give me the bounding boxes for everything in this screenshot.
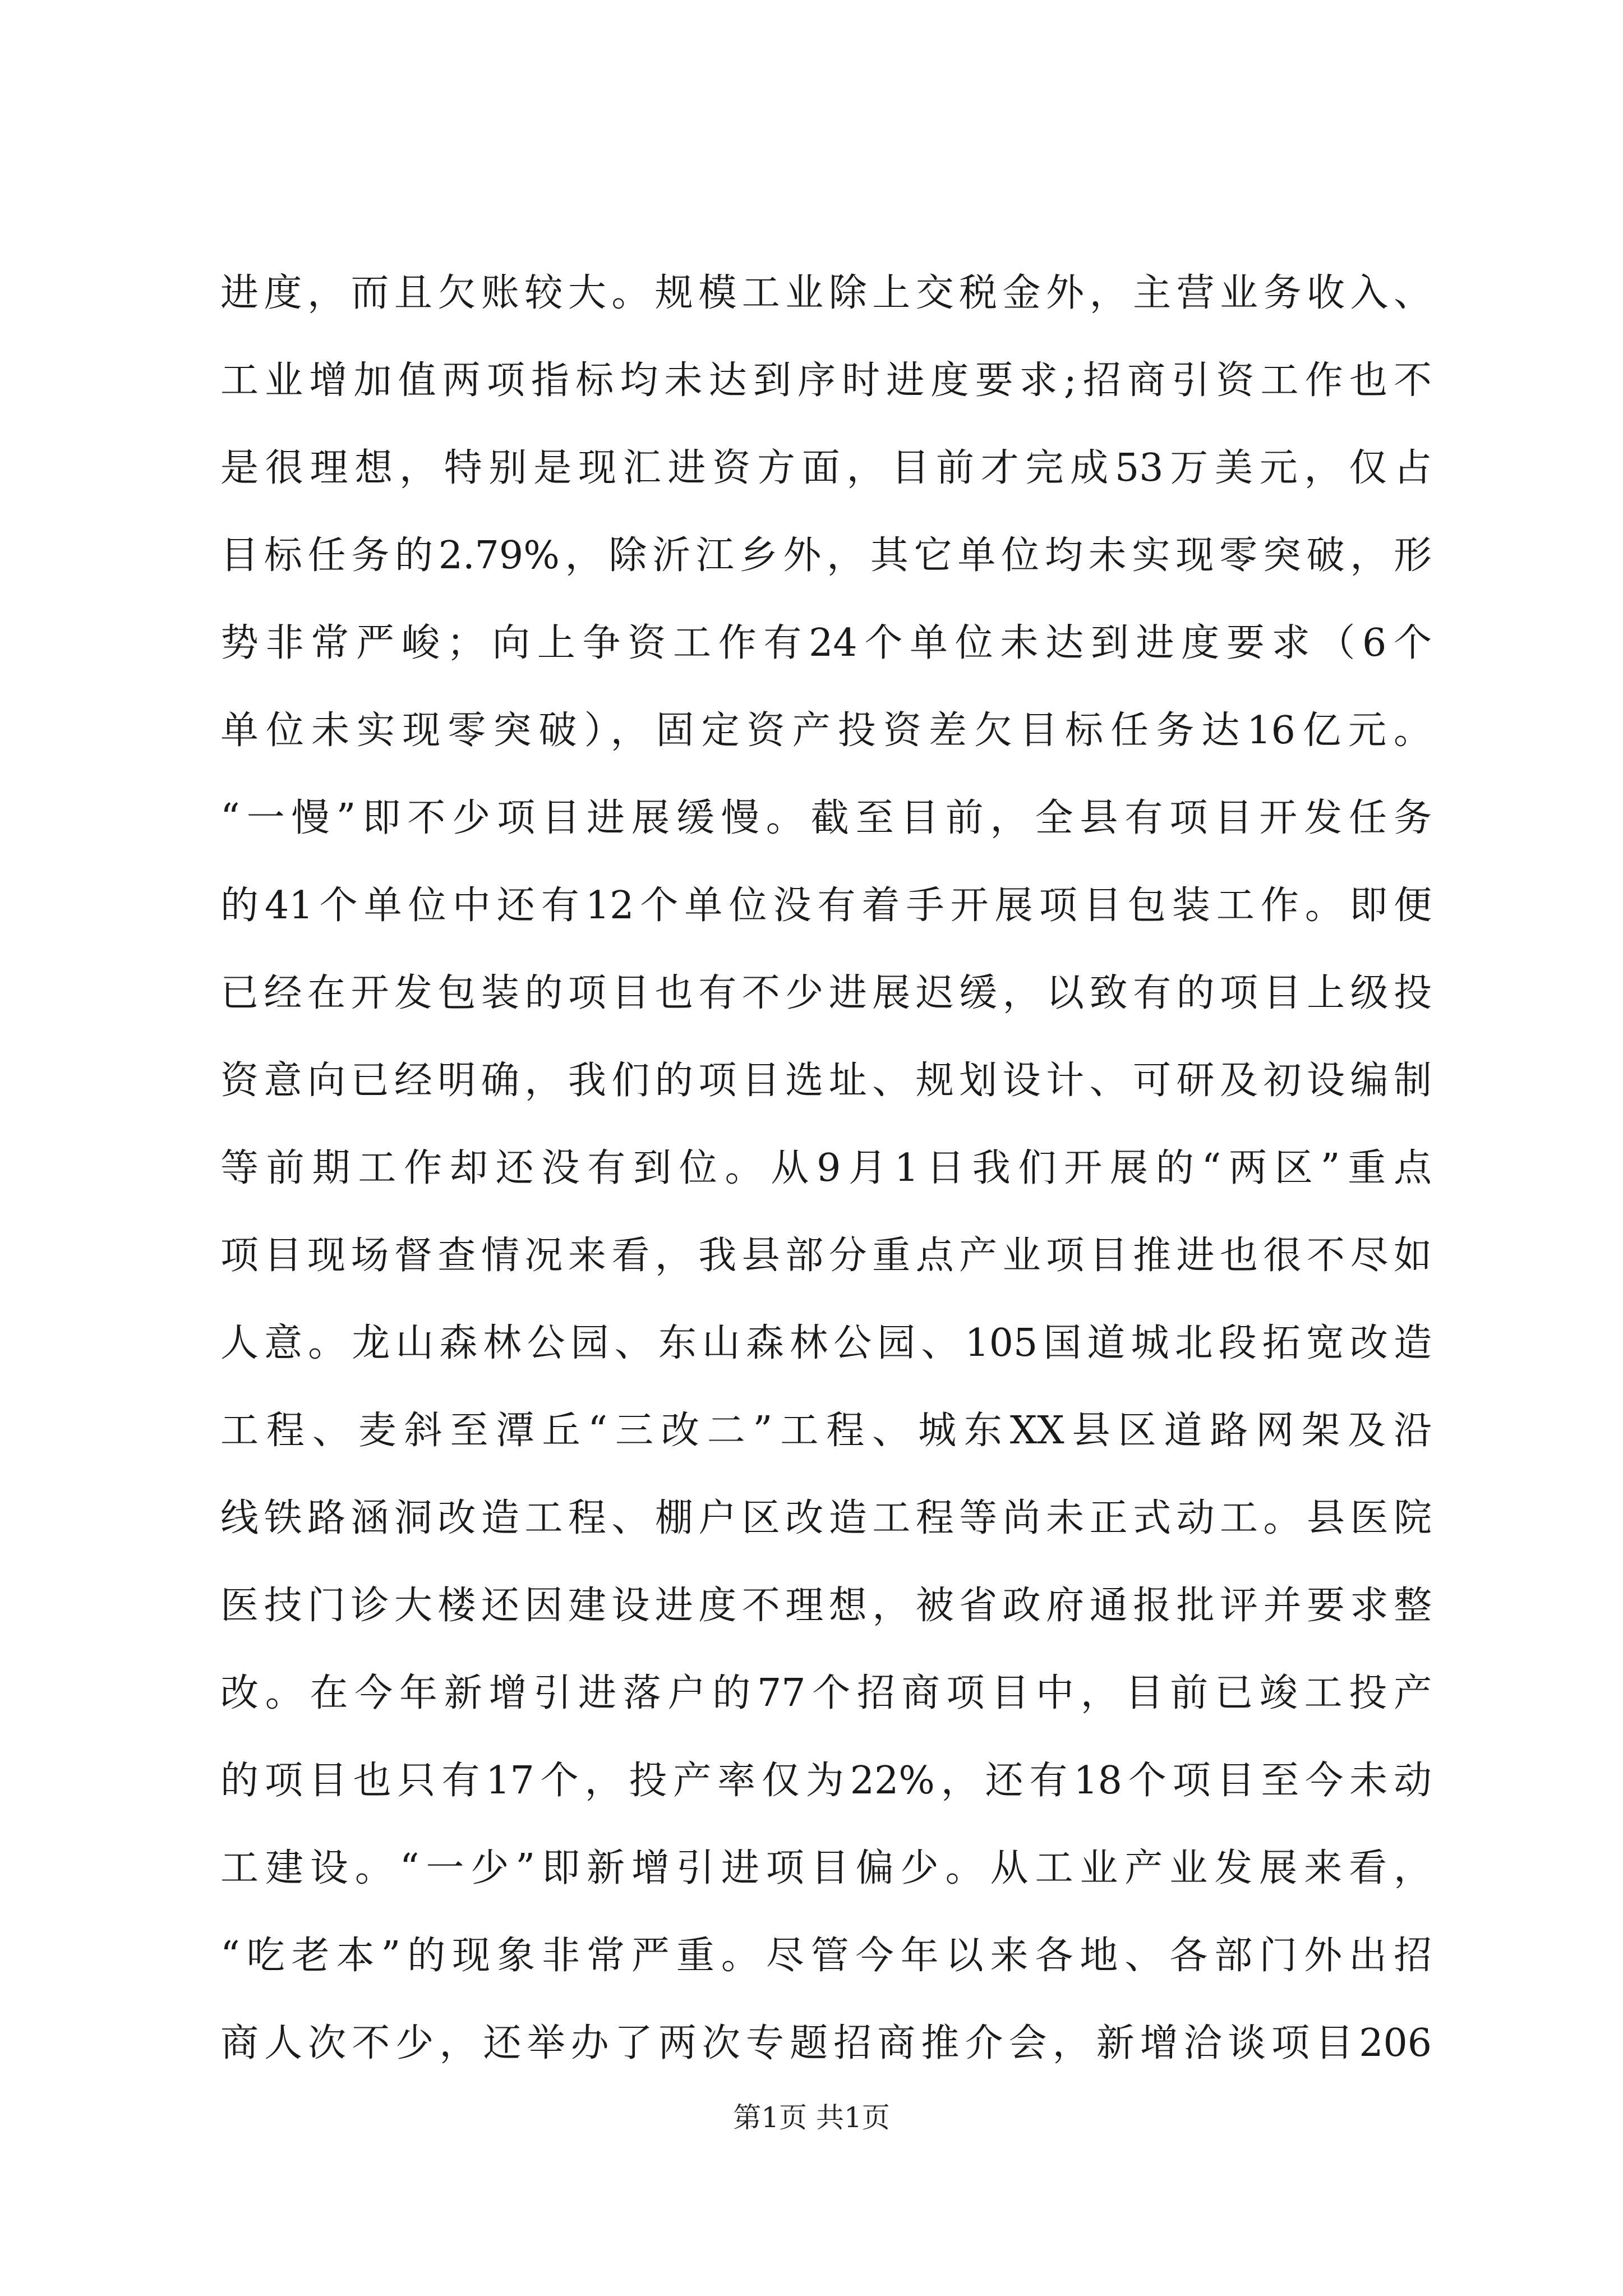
text-line: 势非常严峻；向上争资工作有24个单位未达到进度要求（6个 xyxy=(220,621,1432,665)
text-line: 目标任务的2.79%，除沂江乡外，其它单位均未实现零突破，形 xyxy=(220,533,1432,578)
page-number-label: 第1页 共1页 xyxy=(733,2101,890,2134)
text-line: 工程、麦斜至潭丘“三改二”工程、城东XX县区道路网架及沿 xyxy=(220,1409,1432,1453)
text-line: 已经在开发包装的项目也有不少进展迟缓，以致有的项目上级投 xyxy=(220,971,1432,1015)
text-line: 等前期工作却还没有到位。从9月1日我们开展的“两区”重点 xyxy=(220,1146,1432,1190)
text-line: 人意。龙山森林公园、东山森林公园、105国道城北段拓宽改造 xyxy=(220,1321,1432,1365)
text-line: 医技门诊大楼还因建设进度不理想，被省政府通报批评并要求整 xyxy=(220,1584,1432,1628)
text-line: 单位未实现零突破），固定资产投资差欠目标任务达16亿元。 xyxy=(220,708,1432,753)
text-line: 工建设。“一少”即新增引进项目偏少。从工业产业发展来看， xyxy=(220,1846,1432,1890)
text-line: 工业增加值两项指标均未达到序时进度要求;招商引资工作也不 xyxy=(220,358,1432,403)
text-line: 线铁路涵洞改造工程、棚户区改造工程等尚未正式动工。县医院 xyxy=(220,1496,1432,1540)
text-line: 改。在今年新增引进落户的77个招商项目中，目前已竣工投产 xyxy=(220,1671,1432,1715)
text-line: 商人次不少，还举办了两次专题招商推介会，新增洽谈项目206 xyxy=(220,2021,1432,2065)
text-line: “一慢”即不少项目进展缓慢。截至目前，全县有项目开发任务 xyxy=(220,796,1432,840)
page-footer xyxy=(0,2098,1623,2137)
body-text xyxy=(220,250,1432,2087)
text-line: 是很理想，特别是现汇进资方面，目前才完成53万美元，仅占 xyxy=(220,446,1432,490)
text-line: 的项目也只有17个，投产率仅为22%，还有18个项目至今未动 xyxy=(220,1759,1432,1803)
text-line: 项目现场督查情况来看，我县部分重点产业项目推进也很不尽如 xyxy=(220,1234,1432,1278)
text-line: “吃老本”的现象非常严重。尽管今年以来各地、各部门外出招 xyxy=(220,1934,1432,1978)
text-line: 的41个单位中还有12个单位没有着手开展项目包装工作。即便 xyxy=(220,884,1432,928)
text-line: 资意向已经明确，我们的项目选址、规划设计、可研及初设编制 xyxy=(220,1059,1432,1103)
text-line: 进度，而且欠账较大。规模工业除上交税金外，主营业务收入、 xyxy=(220,271,1432,315)
